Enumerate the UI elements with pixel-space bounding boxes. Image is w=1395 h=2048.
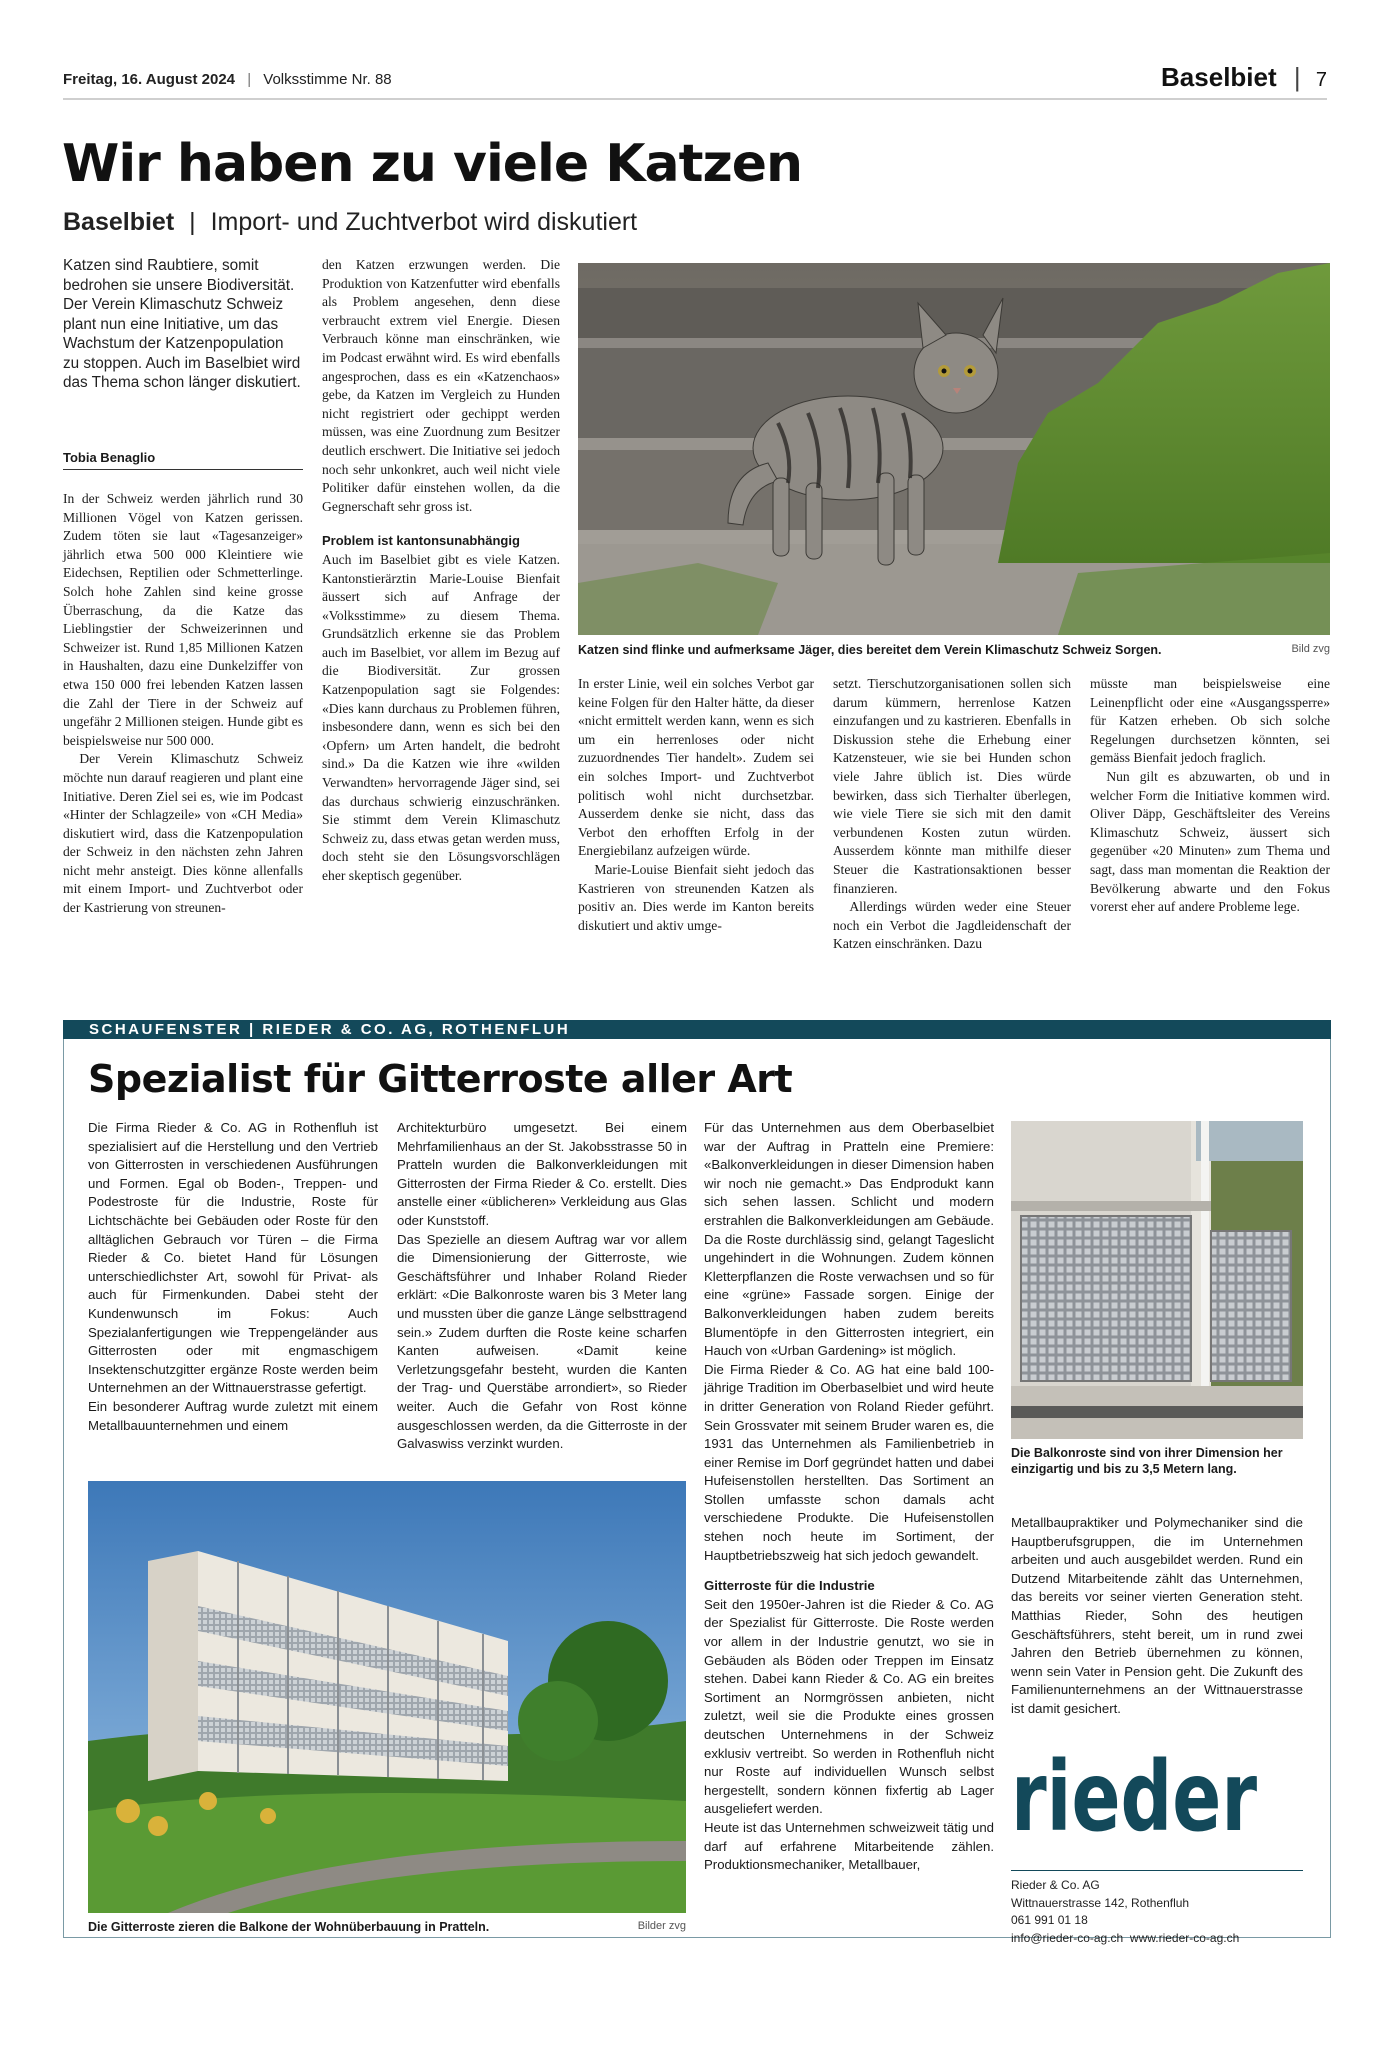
article-column-2: [322, 256, 560, 886]
page-number: 7: [1315, 69, 1327, 91]
paragraph: Seit den 1950er-Jahren ist die Rieder & Co. AG der Spezialist für Gitterroste. Die Roste werden vor allem in der Industrie genutzt, wo sie in Gebäuden als Böden oder Treppen im Einsatz stehen. Dabei kann Rieder & Co. AG ein breites Sortiment an Normgrössen anbieten, nicht zuletzt, weil sie die Produkte eines grossen deutschen Unternehmens in der Schweiz exklusiv vertreibt. So werden in Rothenfluh nicht nur Roste auf individuellen Wunsch selbst hergestellt, sondern können fixfertig ab Lager ausgeliefert werden.: [704, 1596, 994, 1817]
article-column-1: [63, 490, 303, 918]
balcony-grating-photo: [1011, 1121, 1303, 1439]
paragraph: Allerdings würden weder eine Steuer noch ein Verbot die Jagdleidenschaft der Katzen einschränken. Dazu: [833, 899, 1071, 952]
paragraph: In der Schweiz werden jährlich rund 30 Millionen Vögel von Katzen gerissen. Zudem töten sie laut «Tagesanzeiger» jährlich etwa 500 000 Kleintiere wie Eidechsen, Reptilien oder Schmetterlinge. Solch hohe Zahlen sind keine grosse Überraschung, da die Katze das Lieblingstier der Schweizerinnen und Schweizer ist. Rund 1,85 Millionen Katzen in Haushalten, dazu eine Dunkelziffer von etwa 150 000 frei lebenden Katzen lassen die Zahl der Tiere in der Schweiz auf ungefähr 2 Millionen steigen. Hunde gibt es beispielsweise nur 500 000.: [63, 491, 303, 748]
cat-photo: [578, 263, 1330, 635]
header-date: Freitag, 16. August 2024: [63, 71, 236, 88]
advertorial-column-4: [1011, 1514, 1303, 1719]
article-column-3: [578, 675, 814, 935]
photo-credit: Bild zvg: [1291, 643, 1330, 655]
cat-photo-image: [578, 263, 1330, 635]
paragraph: Das Spezielle an diesem Auftrag war vor allem die Dimensionierung der Gitterroste, wie Geschäftsführer und Inhaber Roland Rieder erklärt: «Die Balkonroste waren bis 3 Meter lang und mussten über die ganze Länge selbsttragend sein.» Zudem durften die Roste keine scharfen Kanten aufweisen. «Damit keine Verletzungsgefahr besteht, wurden die Kanten der Trag- und Querstäbe arrondiert», so Rieder weiter. Auch die Gefahr von Rost könne ausgeschlossen werden, da die Gitterroste in der Galvaswiss verzinkt wurden.: [397, 1231, 687, 1452]
paragraph: setzt. Tierschutzorganisationen sollen sich darum kümmern, herrenlose Katzen einzufangen und zu kastrieren. Ebenfalls in Diskussion stehe die Erhebung einer Katzensteuer, wie sie bei Hunden schon viele Jahre üblich ist. Dies würde bewirken, dass sich Tierhalter überlegen, wie viele Tiere sie sich mit den damit verbundenen Kosten zutun würden. Ausserdem könnte man mithilfe dieser Steuer die Kastrationsaktionen besser finanzieren.: [833, 676, 1071, 896]
header-divider: [63, 98, 1327, 100]
advertorial-subheading: Gitterroste für die Industrie: [704, 1578, 875, 1594]
rieder-logo-text: rieder: [1011, 1741, 1258, 1853]
article-column-4: [833, 675, 1071, 954]
article-subhead-text: Import- und Zuchtverbot wird diskutiert: [210, 208, 638, 236]
caption-text: Katzen sind flinke und aufmerksame Jäger, dies bereitet dem Verein Klimaschutz Schweiz Sorgen.: [578, 643, 1162, 657]
paragraph: Der Verein Klimaschutz Schweiz möchte nun darauf reagieren und plant eine Initiative. Deren Ziel sei es, wie im Podcast «Hinter der Schlagzeile» von «CH Media» diskutiert wird, dass die Katzenpopulation der Schweiz in den nächsten zehn Jahren nicht mehr ansteigt. Dies könne allenfalls mit einem Import- und Zuchtverbot oder der Kastrierung von streunen-: [63, 751, 303, 916]
cat-photo-caption: [578, 643, 1330, 657]
advertorial-title: Spezialist für Gitterroste aller Art: [88, 1057, 793, 1101]
advertorial-column-3: [704, 1119, 994, 1875]
paragraph: Ein besonderer Auftrag wurde zuletzt mit einem Metallbauunternehmen und einem: [88, 1398, 378, 1433]
advertorial-column-1: [88, 1119, 378, 1435]
paragraph: Heute ist das Unternehmen schweizweit tätig und darf auf erfahrene Mitarbeitende zählen. Produktionsmechaniker, Metallbauer,: [704, 1819, 994, 1873]
contact-address: Wittnauerstrasse 142, Rothenfluh: [1011, 1895, 1190, 1910]
article-author: Tobia Benaglio: [63, 450, 303, 470]
paragraph: Metallbaupraktiker und Polymechaniker sind die Hauptberufsgruppen, die im Unternehmen arbeiten und auch ausgebildet werden. Rund ein Dutzend Mitarbeitende zählt das Unternehmen, das bereits vor seiner vierten Generation steht. Matthias Rieder, Sohn des heutigen Geschäftsführers, steht bereit, um in rund zwei Jahren den Betrieb übernehmen zu können, wenn sein Vater in Pension geht. Die Zukunft des Familienunternehmens an der Wittnauerstrasse ist damit gesichert.: [1011, 1515, 1303, 1716]
header-separator: |: [247, 71, 252, 88]
paragraph: Für das Unternehmen aus dem Oberbaselbiet war der Auftrag in Pratteln eine Premiere: «Balkonverkleidungen in dieser Dimension haben wir noch nie gemacht.» Das Endprodukt kann sich sehen lassen. Schlicht und modern erstrahlen die Balkonverkleidungen am Gebäude. Da die Roste durchlässig sind, gelangt Tageslicht ungehindert in die Wohnungen. Zudem können Kletterpflanzen die Roste verwachsen und so für eine «grüne» Fassade sorgen. Einige der Balkonverkleidungen haben zudem bereits Blumentöpfe in den Gitterrosten integriert, ein Hauch von «Urban Gardening» ist möglich.: [704, 1120, 994, 1359]
contact-phone: 061 991 01 18: [1011, 1913, 1088, 1927]
article-subheading: Problem ist kantonsunabhängig: [322, 533, 520, 549]
rieder-logo-image: [1011, 1741, 1258, 1853]
article-headline: Wir haben zu viele Katzen: [62, 134, 803, 194]
page-header-meta: [63, 71, 392, 88]
paragraph: In erster Linie, weil ein solches Verbot gar keine Folgen für den Halter hätte, da dieser «nicht ermittelt werden kann, wenn es sich um ein herrenloses oder nicht zuzuordnendes Tier handelt». Zudem sei ein solches Import- und Zuchtverbot politisch wohl nicht durchsetzbar. Ausserdem denke sie nicht, dass das Verbot den erhofften Erfolg in der Energiebilanz aufzeigen würde.: [578, 676, 814, 859]
advertorial-column-2: [397, 1119, 687, 1454]
paragraph: Marie-Louise Bienfait sieht jedoch das Kastrieren von streunenden Katzen als positiv an. Dies werde im Kanton bereits diskutiert und aktiv umge-: [578, 861, 814, 933]
logo-divider: [1011, 1870, 1303, 1871]
paragraph: den Katzen erzwungen werden. Die Produktion von Katzenfutter wird ebenfalls als Problem angesehen, denn diese verbraucht extrem viel Energie. Diesen Verbrauch könne man einschränken, wie im Podcast erwähnt wird. Es wird ebenfalls angesprochen, dass es ein «Katzenchaos» gebe, da Katzen im Vergleich zu Hunden nicht registriert oder gechippt werden müssen, was eine Zuordnung zum Besitzer deutlich erschwert. Die Initiative sei jedoch noch sehr unkonkret, auch weil nicht viele Politiker dafür einstehen wollen, da die Gegnerschaft sehr gross ist.: [322, 257, 560, 514]
building-photo-caption: [88, 1920, 686, 1934]
article-lead: Katzen sind Raubtiere, somit bedrohen sie unsere Biodiversität. Der Verein Klimaschutz Schweiz plant nun eine Initiative, um das Wachstum der Katzenpopulation zu stoppen. Auch im Baselbiet wird das Thema schon länger diskutiert.: [63, 257, 301, 391]
paragraph: Die Firma Rieder & Co. AG in Rothenfluh ist spezialisiert auf die Herstellung und den Vertrieb von Gitterrosten in verschiedenen Ausführungen und Formen. Egal ob Boden-, Treppen- und Podestroste für die Industrie, Roste für Lichtschächte bei Gebäuden oder Roste für den alltäglichen Gebrauch vor Türen – die Firma Rieder & Co. bietet Hand für Lösungen unterschiedlichster Art, sowohl für Privat- als auch für Firmenkunden. Dabei steht der Kundenwunsch im Fokus: Auch Spezialanfertigungen wie Treppengeländer aus Gitterrosten oder mit engmaschigem Insektenschutzgitter ergänze Roste werden beim Unternehmen an der Wittnauerstrasse gefertigt.: [88, 1120, 378, 1396]
section-name: Baselbiet: [1161, 62, 1277, 92]
header-issue: Volksstimme Nr. 88: [263, 71, 392, 88]
paragraph: Auch im Baselbiet gibt es viele Katzen. Kantonstierärztin Marie-Louise Bienfait äussert sich auf Anfrage der «Volksstimme» zu diesem Thema. Grundsätzlich erkenne sie das Problem auch im Baselbiet, vor allem im Bezug auf die Biodiversität. Zur grossen Katzenpopulation sagt sie Folgendes: «Dies kann durchaus zu Problemen führen, insbesondere dann, wenn es sich bei den ‹Opfern› um Arten handelt, die bedroht sind.» Da die Katzen wie ihre «wilden Verwandten» hervorragende Jäger sind, sei das durchaus schwierig einzuschränken. Sie stimmt dem Verein Klimaschutz Schweiz zu, dass etwas getan werden muss, doch steht sie den Lösungsvorschlägen eher skeptisch gegenüber.: [322, 551, 560, 883]
contact-web[interactable]: info@rieder-co-ag.ch www.rieder-co-ag.ch: [1011, 1930, 1240, 1945]
rieder-logo: [1011, 1741, 1258, 1853]
advertorial-band: SCHAUFENSTER | RIEDER & CO. AG, ROTHENFLUH: [63, 1020, 1331, 1039]
apartment-building-photo: [88, 1481, 686, 1913]
contact-company: Rieder & Co. AG: [1011, 1878, 1100, 1892]
article-kicker: Baselbiet: [63, 208, 175, 236]
balcony-photo-caption: Die Balkonroste sind von ihrer Dimension her einzigartig und bis zu 3,5 Metern lang.: [1011, 1446, 1283, 1476]
paragraph: Die Firma Rieder & Co. AG hat eine bald 100-jährige Tradition im Oberbaselbiet und wird heute in dritter Generation von Roland Rieder geführt. Sein Grossvater mit seinem Bruder waren es, die 1931 das Unternehmen als Familienbetrieb in einer Remise im Dorf gegründet hatten und dabei Hufeisenstollen herstellten. Das Sortiment an Stollen umfasste schon damals acht verschiedene Produkte. Die Hufeisenstollen stehen noch heute im Sortiment, der Hauptbetriebszweig hat sich jedoch gewandelt.: [704, 1361, 994, 1563]
article-column-5: [1090, 675, 1330, 917]
apartment-building-image: [88, 1481, 686, 1913]
page-header-section: Baselbiet | 7: [1161, 62, 1327, 92]
balcony-grating-image: [1011, 1121, 1303, 1439]
article-subhead: Baselbiet | Import- und Zuchtverbot wird diskutiert: [63, 208, 638, 236]
paragraph: Nun gilt es abzuwarten, ob und in welcher Form die Initiative kommen wird. Oliver Däpp, Geschäftsleiter des Vereins Klimaschutz Schweiz, äussert sich gegenüber «20 Minuten» zum Thema und sagt, dass man momentan die Reaktion der Bevölkerung abwarte und den Fokus vorerst eher auf andere Probleme lege.: [1090, 768, 1330, 915]
caption-text: Die Gitterroste zieren die Balkone der Wohnüberbauung in Pratteln.: [88, 1920, 490, 1934]
photo-credit: Bilder zvg: [637, 1920, 686, 1932]
paragraph: Architekturbüro umgesetzt. Bei einem Mehrfamilienhaus an der St. Jakobsstrasse 50 in Pratteln wurden die Balkonverkleidungen mit Gitterrosten der Firma Rieder & Co. erstellt. Dies anstelle einer «üblicheren» Verkleidung aus Glas oder Kunststoff.: [397, 1120, 687, 1228]
company-contact: [1011, 1877, 1239, 1947]
paragraph: müsste man beispielsweise eine Leinenpflicht oder eine «Ausgangssperre» für Katzen erheben. Ob sich solche Regelungen durchsetzen könnten, sei gemäss Bienfait jedoch fraglich.: [1090, 676, 1330, 766]
